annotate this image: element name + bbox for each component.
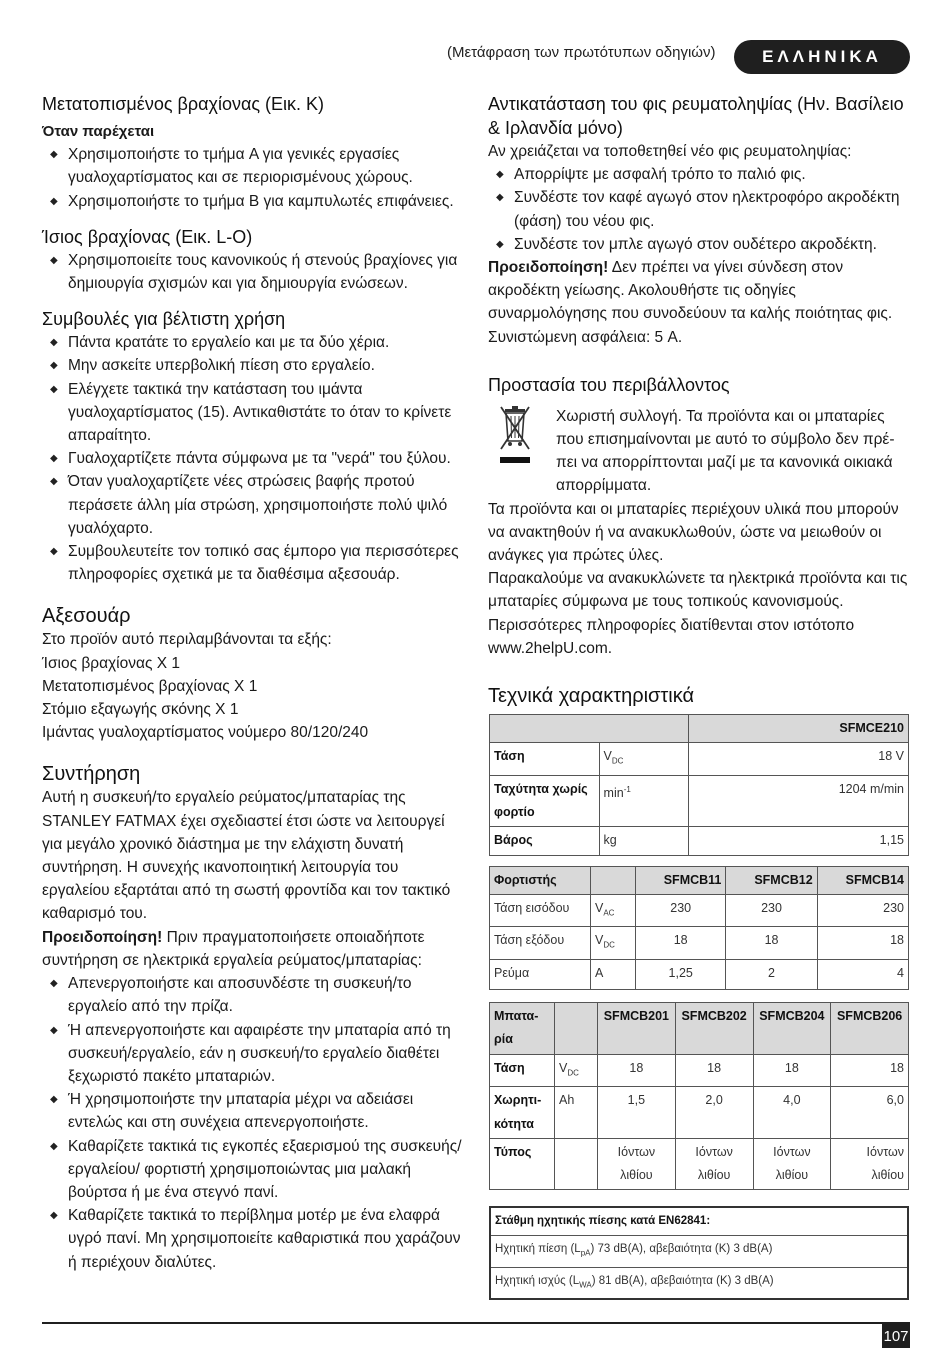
table-header-cell: SFMCB14 [817,866,908,894]
language-badge: ΕΛΛΗΝΙΚΑ [734,40,910,74]
section-title-tips: Συμβουλές για βέλτιστη χρήση [42,309,286,330]
charger-spec-table [489,866,909,991]
table-header-cell: SFMCB12 [726,866,817,894]
list-item: ◆ Χρησιμοποιείτε τους κανονικούς ή στενούς βραχίονες για δημιουργία σχισμών και για δημιουργία ενώσεων. [42,249,462,295]
list-item: ◆ Καθαρίζετε τακτικά το περίβλημα μοτέρ με ένα ελαφρά υγρό πανί. Μη χρησιμοποιείτε καθαριστικά που χαράζουν ή περιέχουν διαλύτες. [42,1204,462,1274]
table-cell: 230 [636,894,726,927]
footer-rule [42,1322,910,1324]
table-cell: Ηχητική ισχύς $(L_{WA})$ 81 dB(A), αβεβαιότητα (K) 3 dB(A) [490,1267,908,1299]
list-item: ◆ Απενεργοποιήστε και αποσυνδέστε τη συσκευή/το εργαλείο από την πρίζα. [42,972,462,1018]
paragraph: Παρακαλούμε να ανακυκλώνετε τα ηλεκτρικά προϊόντα και τις μπαταρίες σύμφωνα με τους τοπικούς κανονισμούς. Περισσότερες πληροφορίες διατίθενται στον ιστότοπο www.2helpU.com. [488,570,908,657]
list-item: ◆ Γυαλοχαρτίζετε πάντα σύμφωνα με τα "νερά" του ξύλου. [42,447,462,470]
table-cell: Βάρος [490,827,600,855]
bullet-list [488,163,910,256]
weee-text: Χωριστή συλλογή. Τα προϊόντα και οι μπαταρίες που επισημαίνονται με αυτό το σύμβολο δεν πρέ-πει να απορρίπτονται μαζί με τα κανονικά οικιακά απορρίμματα. [556,407,895,495]
table-cell: Ιόντων λιθίου [753,1138,831,1189]
table-header-cell: SFMCB202 [675,1003,753,1054]
table-header-cell: SFMCB201 [598,1003,676,1054]
weee-block [488,405,910,498]
noise-spec-table [489,1206,909,1300]
warning-text: Πριν πραγματοποιήσετε οποιαδήποτε συντήρηση σε ηλεκτρικά εργαλεία ρεύματος/μπαταρίας: [42,928,425,969]
table-cell: Τάση εξόδου [490,927,591,960]
page-number: 107 [882,1324,910,1348]
section-title-offset-arm: Μετατοπισμένος βραχίονας (Εικ. K) [42,94,325,114]
tool-spec-table [489,714,909,856]
table-header-cell: Στάθμη ηχητικής πίεσης κατά EN62841: [490,1207,908,1236]
table-header-cell: Μπατα-ρία [490,1003,555,1054]
list-item: ◆ Όταν γυαλοχαρτίζετε νέες στρώσεις βαφής προτού περάσετε άλλη μία στρώση, χρησιμοποιήστε πολύ ψιλό γυαλόχαρτο. [42,470,462,540]
bullet-list [42,249,462,295]
table-cell: 230 [817,894,908,927]
table-cell: 18 [817,927,908,960]
section-title-accessories: Αξεσουάρ [42,605,131,628]
table-cell: 18 [726,927,817,960]
unit-cell: $V_{AC}$ [591,894,636,927]
table-cell: Τύπος [490,1138,555,1189]
text-line: Μετατοπισμένος βραχίονας X 1 [42,677,258,695]
list-item: ◆ Ή απενεργοποιήστε και αφαιρέστε την μπαταρία από τη συσκευή/εργαλείο, εάν η συσκευή/το εργαλείο διαθέτει ξεχωριστό πακέτο μπαταριών. [42,1019,462,1089]
table-cell: 1,15 [689,827,909,855]
unit-cell: kg [599,827,688,855]
table-cell: 1204 m/min [689,775,909,826]
unit-cell: $V_{DC}$ [591,927,636,960]
table-cell: 2 [726,960,817,990]
list-item: ◆ Χρησιμοποιήστε το τμήμα A για γενικές εργασίες γυαλοχαρτίσματος και σε περιορισμένους χώρους. [42,143,462,189]
list-item: ◆ Χρησιμοποιήστε το τμήμα B για καμπυλωτές επιφάνειες. [42,190,462,213]
table-cell: 18 [598,1054,676,1087]
table-cell: 4,0 [753,1087,831,1138]
warning-label: Προειδοποίηση! [42,928,163,946]
paragraph: Αυτή η συσκευή/το εργαλείο ρεύματος/μπαταρίας της STANLEY FATMAX έχει σχεδιαστεί έτσι ώστε να λειτουργεί για μεγάλο χρονικό διάστημα με την ελάχιστη δυνατή συντήρηση. Η συνεχής ικανοποιητική λειτουργία του εργαλείου εξαρτάται από τη σωστή φροντίδα και τον τακτικό καθαρισμό του. [42,789,451,923]
unit-cell: $V_{DC}$ [555,1054,598,1087]
paragraph: Τα προϊόντα και οι μπαταρίες περιέχουν υλικά που μπορούν να ανακτηθούν ή να ανακυκλωθούν, ώστε να μειωθούν οι ανάγκες για πρώτες ύλες. [488,500,899,565]
text-line: Στο προϊόν αυτό περιλαμβάνονται τα εξής: [42,631,332,649]
section-title-plug: Αντικατάσταση του φις ρευματοληψίας (Ην. Βασίλειο & Ιρλανδία μόνο) [488,94,904,138]
left-column [42,92,462,1274]
unit-cell: Ah [555,1087,598,1138]
table-cell: Ταχύτητα χωρίς φορτίο [490,775,600,826]
text-line: Ίσιος βραχίονας X 1 [42,654,181,672]
table-cell: Ιόντων λιθίου [675,1138,753,1189]
table-header-cell: Φορτιστής [490,866,591,894]
section-subtitle: Όταν παρέχεται [42,123,155,140]
section-title-tech: Τεχνικά χαρακτηριστικά [488,685,695,708]
header-subtitle: (Μετάφραση των πρωτότυπων οδηγιών) [447,44,716,61]
table-cell: Χωρητι-κότητα [490,1087,555,1138]
table-cell: Ρεύμα [490,960,591,990]
table-cell: Τάση [490,743,600,776]
table-cell: 18 [636,927,726,960]
warning-label: Προειδοποίηση! [488,259,609,277]
table-cell: 1,5 [598,1087,676,1138]
table-cell: Τάση εισόδου [490,894,591,927]
warning-text: Δεν πρέπει να γίνει σύνδεση στον ακροδέκτη γείωσης. Ακολουθήστε τις οδηγίες συναρμολόγησης που συνοδεύουν τα καλής ποιότητας φις. Συνιστώμενη ασφάλεια: 5 A. [488,259,893,346]
table-header-cell: SFMCB204 [753,1003,831,1054]
section-title-straight-arm: Ίσιος βραχίονας (Εικ. L-O) [42,226,253,247]
table-cell: 18 [753,1054,831,1087]
bullet-list [42,143,462,213]
table-cell: 18 V [689,743,909,776]
crossed-bin-icon [498,405,544,498]
unit-cell: $\min^{-1}$ [599,775,688,826]
bullet-list [42,331,462,586]
list-item: ◆ Καθαρίζετε τακτικά τις εγκοπές εξαερισμού της συσκευής/ εργαλείου/ φορτιστή χρησιμοποιώντας μια μαλακή βούρτσα ή με ένα στεγνό πανί. [42,1135,462,1205]
table-cell: 18 [831,1054,909,1087]
list-item: ◆ Συμβουλευτείτε τον τοπικό σας έμπορο για περισσότερες πληροφορίες σχετικά με τα διαθέσιμα αξεσουάρ. [42,540,462,586]
list-item: ◆ Συνδέστε τον καφέ αγωγό στον ηλεκτροφόρο ακροδέκτη (φάση) του νέου φις. [488,186,910,232]
warning-paragraph [488,256,910,349]
list-item: ◆ Πάντα κρατάτε το εργαλείο και με τα δύο χέρια. [42,331,462,354]
table-cell: Τάση [490,1054,555,1087]
table-header-cell: SFMCB11 [636,866,726,894]
unit-cell [555,1138,598,1189]
list-item: ◆ Απορρίψτε με ασφαλή τρόπο το παλιό φις. [488,163,910,186]
table-cell: 1,25 [636,960,726,990]
battery-spec-table [489,1002,909,1190]
table-cell: 2,0 [675,1087,753,1138]
table-cell: Ιόντων λιθίου [831,1138,909,1189]
table-cell: 230 [726,894,817,927]
table-cell: Ηχητική πίεση $(L_{pA})$ 73 dB(A), αβεβαιότητα (K) 3 dB(A) [490,1236,908,1268]
list-item: ◆ Ελέγχετε τακτικά την κατάσταση του ιμάντα γυαλοχαρτίσματος (15). Αντικαθιστάτε το όταν το κρίνετε απαραίτητο. [42,378,462,448]
right-column [488,92,910,1300]
table-header-cell: SFMCB206 [831,1003,909,1054]
table-header-cell: SFMCE210 [689,715,909,743]
table-cell: Ιόντων λιθίου [598,1138,676,1189]
unit-cell: A [591,960,636,990]
list-item: ◆ Μην ασκείτε υπερβολική πίεση στο εργαλείο. [42,354,462,377]
bullet-list [42,972,462,1274]
section-title-maintenance: Συντήρηση [42,763,141,786]
section-title-environment: Προστασία του περιβάλλοντος [488,374,730,395]
text-line: Στόμιο εξαγωγής σκόνης X 1 [42,701,239,719]
paragraph: Αν χρειάζεται να τοποθετηθεί νέο φις ρευματοληψίας: [488,143,852,160]
list-item: ◆ Ή χρησιμοποιήστε την μπαταρία μέχρι να αδειάσει εντελώς και στη συνέχεια απενεργοποιήστε. [42,1088,462,1134]
table-cell: 4 [817,960,908,990]
table-cell: 18 [675,1054,753,1087]
warning-paragraph [42,926,462,972]
table-cell: 6,0 [831,1087,909,1138]
list-item: ◆ Συνδέστε τον μπλε αγωγό στον ουδέτερο ακροδέκτη. [488,233,910,256]
unit-cell: $V_{DC}$ [599,743,688,776]
text-line: Ιμάντας γυαλοχαρτίσματος νούμερο 80/120/240 [42,724,369,742]
